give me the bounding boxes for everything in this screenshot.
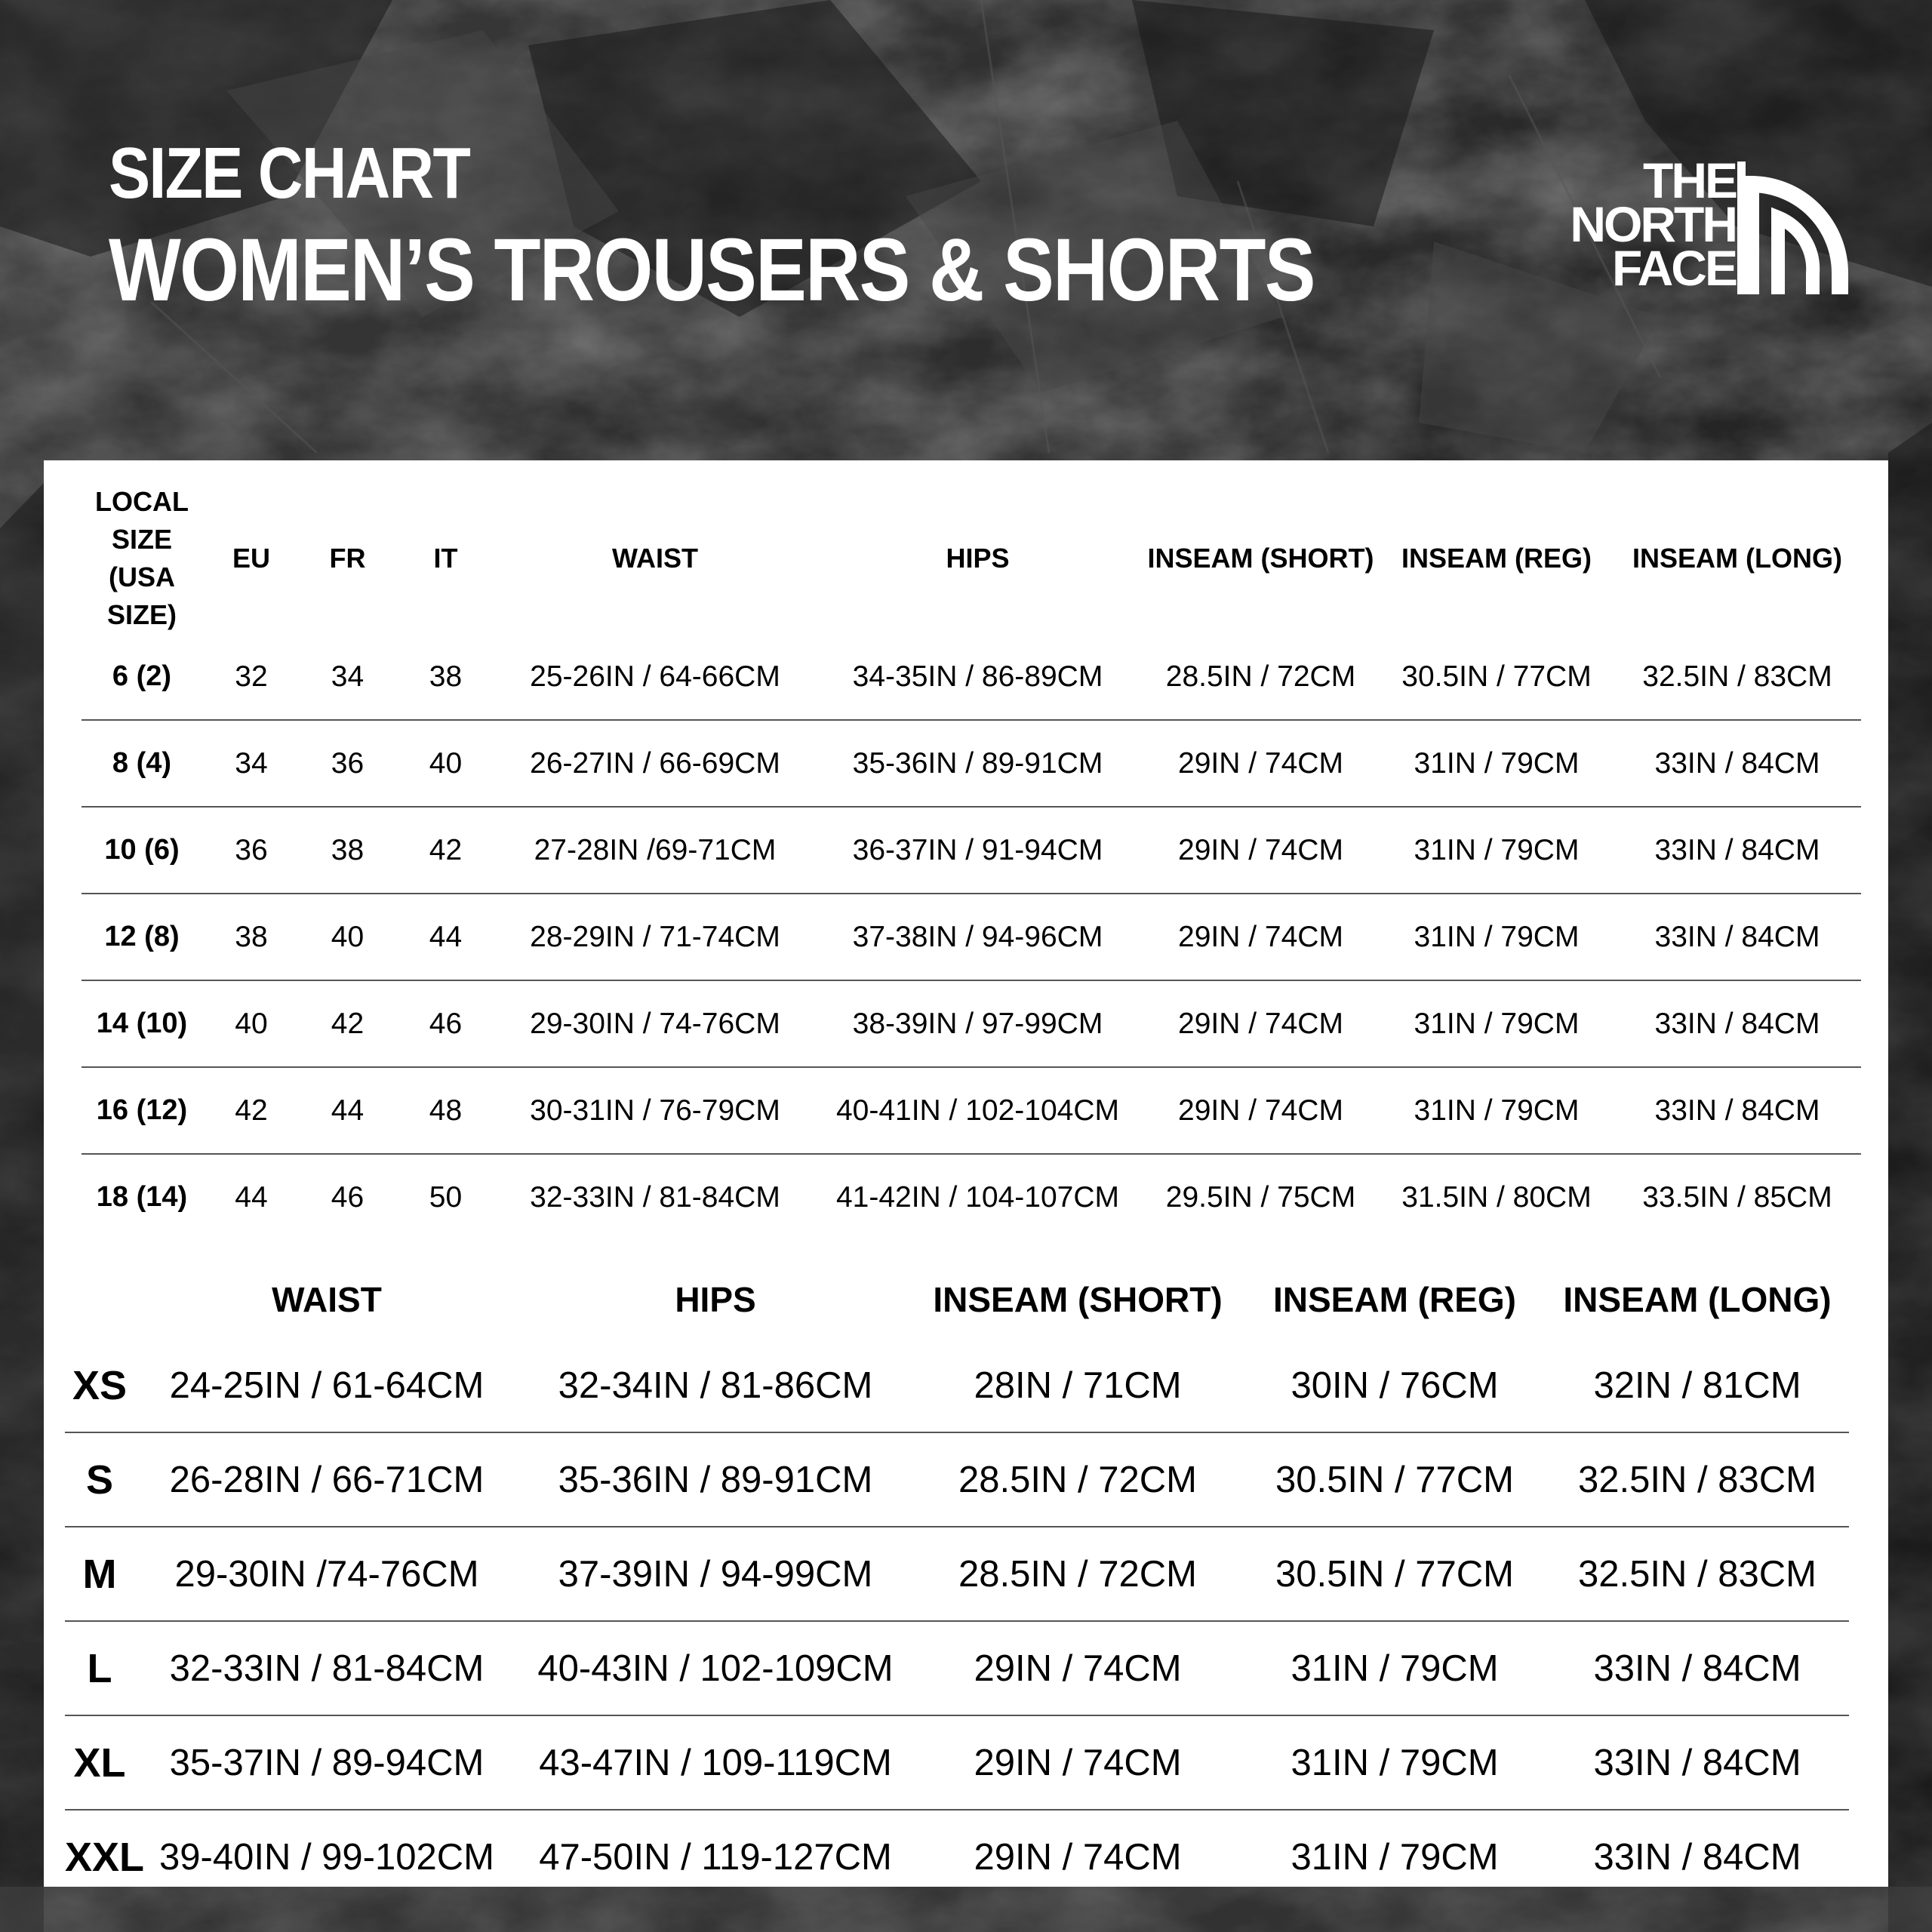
table-row bbox=[82, 634, 1861, 720]
measurement-cell: 31IN / 79CM bbox=[1244, 1715, 1546, 1810]
size-label-cell: S bbox=[65, 1432, 134, 1527]
measurement-cell: 32 bbox=[202, 634, 300, 720]
product-category-title: WOMEN’S TROUSERS & SHORTS bbox=[109, 220, 1315, 320]
measurement-cell: 40 bbox=[395, 720, 497, 807]
measurement-cell: 44 bbox=[235, 1180, 268, 1214]
measurement-cell: 33.5IN / 85CM bbox=[1642, 1180, 1832, 1214]
measurement-cell: 29IN / 74CM bbox=[1142, 894, 1380, 980]
measurement-cell: 36 bbox=[202, 807, 300, 894]
measurement-cell: 44 bbox=[300, 1067, 395, 1154]
size-label-cell: 6 (2) bbox=[82, 634, 202, 720]
measurement-cell: 44 bbox=[395, 894, 497, 980]
measurement-cell: 31IN / 79CM bbox=[1380, 720, 1614, 807]
measurement-cell: 28.5IN / 72CM bbox=[912, 1527, 1244, 1621]
measurement-cell: 31IN / 79CM bbox=[1380, 807, 1614, 894]
header-inseam-reg: INSEAM (REG) bbox=[1401, 543, 1592, 574]
measurement-cell: 30IN / 76CM bbox=[1244, 1339, 1546, 1432]
table-row bbox=[65, 1810, 1849, 1903]
measurement-cell: 50 bbox=[429, 1180, 463, 1214]
measurement-cell: 29IN / 74CM bbox=[974, 1836, 1182, 1878]
measurement-cell: 37-38IN / 94-96CM bbox=[814, 894, 1142, 980]
measurement-cell: 40-41IN / 102-104CM bbox=[814, 1067, 1142, 1154]
measurement-cell: 37-39IN / 94-99CM bbox=[519, 1527, 912, 1621]
table-row bbox=[65, 1432, 1849, 1527]
table-row bbox=[65, 1527, 1849, 1621]
measurement-cell: 40-43IN / 102-109CM bbox=[519, 1621, 912, 1715]
measurement-cell: 29IN / 74CM bbox=[1142, 1067, 1380, 1154]
measurement-cell: 33IN / 84CM bbox=[1614, 1067, 1861, 1154]
measurement-cell: 35-36IN / 89-91CM bbox=[814, 720, 1142, 807]
size-label-cell: M bbox=[65, 1527, 134, 1621]
numeric-table-header-row bbox=[82, 483, 1861, 634]
measurement-cell: 48 bbox=[395, 1067, 497, 1154]
measurement-cell: 47-50IN / 119-127CM bbox=[539, 1836, 892, 1878]
measurement-cell: 28-29IN / 71-74CM bbox=[497, 894, 814, 980]
measurement-cell: 42 bbox=[202, 1067, 300, 1154]
measurement-cell: 26-28IN / 66-71CM bbox=[134, 1432, 519, 1527]
measurement-cell: 29IN / 74CM bbox=[1142, 980, 1380, 1067]
measurement-cell: 43-47IN / 109-119CM bbox=[519, 1715, 912, 1810]
header-inseam-short: INSEAM (SHORT) bbox=[1147, 543, 1374, 574]
measurement-cell: 33IN / 84CM bbox=[1614, 720, 1861, 807]
header-waist: WAIST bbox=[272, 1280, 382, 1319]
measurement-cell: 32.5IN / 83CM bbox=[1614, 634, 1861, 720]
size-label-cell: L bbox=[65, 1621, 134, 1715]
measurement-cell: 32-34IN / 81-86CM bbox=[519, 1339, 912, 1432]
measurement-cell: 28IN / 71CM bbox=[912, 1339, 1244, 1432]
table-row bbox=[65, 1621, 1849, 1715]
measurement-cell: 32.5IN / 83CM bbox=[1546, 1432, 1849, 1527]
measurement-cell: 31IN / 79CM bbox=[1380, 894, 1614, 980]
measurement-cell: 31IN / 79CM bbox=[1380, 980, 1614, 1067]
measurement-cell: 28.5IN / 72CM bbox=[912, 1432, 1244, 1527]
measurement-cell: 29IN / 74CM bbox=[1142, 807, 1380, 894]
measurement-cell: 38-39IN / 97-99CM bbox=[814, 980, 1142, 1067]
measurement-cell: 27-28IN /69-71CM bbox=[497, 807, 814, 894]
size-label-cell: 12 (8) bbox=[82, 894, 202, 980]
measurement-cell: 33IN / 84CM bbox=[1614, 894, 1861, 980]
logo-line-face: FACE bbox=[1611, 240, 1736, 296]
measurement-cell: 33IN / 84CM bbox=[1593, 1836, 1801, 1878]
measurement-cell: 31IN / 79CM bbox=[1244, 1621, 1546, 1715]
measurement-cell: 30.5IN / 77CM bbox=[1380, 634, 1614, 720]
measurement-cell: 46 bbox=[395, 980, 497, 1067]
size-label-cell: XL bbox=[65, 1715, 134, 1810]
measurement-cell: 42 bbox=[300, 980, 395, 1067]
measurement-cell: 32-33IN / 81-84CM bbox=[134, 1621, 519, 1715]
measurement-cell: 36 bbox=[300, 720, 395, 807]
header-local-size-line2: (USA SIZE) bbox=[106, 561, 177, 630]
measurement-cell: 34 bbox=[300, 634, 395, 720]
table-row bbox=[65, 1339, 1849, 1432]
measurement-cell: 28.5IN / 72CM bbox=[1142, 634, 1380, 720]
header-local-size bbox=[82, 483, 202, 634]
measurement-cell: 29.5IN / 75CM bbox=[1165, 1180, 1356, 1214]
measurement-cell: 36-37IN / 91-94CM bbox=[814, 807, 1142, 894]
measurement-cell: 29IN / 74CM bbox=[1142, 720, 1380, 807]
measurement-cell: 31.5IN / 80CM bbox=[1401, 1180, 1592, 1214]
measurement-cell: 39-40IN / 99-102CM bbox=[159, 1836, 494, 1878]
measurement-cell: 30.5IN / 77CM bbox=[1244, 1432, 1546, 1527]
measurement-cell: 33IN / 84CM bbox=[1614, 980, 1861, 1067]
header-local-size-line1: LOCAL SIZE bbox=[95, 486, 189, 555]
measurement-cell: 46 bbox=[331, 1180, 365, 1214]
header-fr: FR bbox=[329, 543, 366, 574]
measurement-cell: 32IN / 81CM bbox=[1546, 1339, 1849, 1432]
measurement-cell: 31IN / 79CM bbox=[1380, 1067, 1614, 1154]
title-block bbox=[109, 133, 1511, 320]
table-row bbox=[82, 807, 1861, 894]
measurement-cell: 38 bbox=[300, 807, 395, 894]
header-inseam-long: INSEAM (LONG) bbox=[1563, 1280, 1832, 1319]
size-label-cell: 16 (12) bbox=[82, 1067, 202, 1154]
measurement-cell: 29-30IN / 74-76CM bbox=[497, 980, 814, 1067]
letter-size-table bbox=[65, 1260, 1849, 1903]
measurement-cell: 30.5IN / 77CM bbox=[1244, 1527, 1546, 1621]
size-label-cell: 14 (10) bbox=[82, 980, 202, 1067]
table-row bbox=[82, 980, 1861, 1067]
header-inseam-reg: INSEAM (REG) bbox=[1273, 1280, 1516, 1319]
measurement-cell: 33IN / 84CM bbox=[1546, 1621, 1849, 1715]
measurement-cell: 38 bbox=[202, 894, 300, 980]
measurement-cell: 41-42IN / 104-107CM bbox=[835, 1180, 1120, 1214]
header-inseam-short: INSEAM (SHORT) bbox=[933, 1280, 1223, 1319]
header-hips: HIPS bbox=[946, 543, 1010, 574]
size-label-cell: XXL bbox=[65, 1834, 145, 1880]
size-label-cell: XS bbox=[65, 1339, 134, 1432]
measurement-cell: 30-31IN / 76-79CM bbox=[497, 1067, 814, 1154]
measurement-cell: 34 bbox=[202, 720, 300, 807]
measurement-cell: 29IN / 74CM bbox=[912, 1621, 1244, 1715]
header-it: IT bbox=[433, 543, 458, 574]
measurement-cell: 29IN / 74CM bbox=[912, 1715, 1244, 1810]
half-dome-logo-icon bbox=[1737, 162, 1849, 294]
size-label-cell: 18 (14) bbox=[96, 1181, 188, 1213]
measurement-cell: 26-27IN / 66-69CM bbox=[497, 720, 814, 807]
header-inseam-long: INSEAM (LONG) bbox=[1632, 543, 1842, 574]
header-hips: HIPS bbox=[675, 1280, 756, 1319]
measurement-cell: 40 bbox=[202, 980, 300, 1067]
table-row bbox=[82, 1154, 1861, 1240]
letter-table-header-row bbox=[65, 1260, 1849, 1339]
measurement-cell: 32-33IN / 81-84CM bbox=[530, 1180, 780, 1214]
size-label-cell: 8 (4) bbox=[82, 720, 202, 807]
measurement-cell: 33IN / 84CM bbox=[1546, 1715, 1849, 1810]
measurement-cell: 40 bbox=[300, 894, 395, 980]
measurement-cell: 25-26IN / 64-66CM bbox=[497, 634, 814, 720]
measurement-cell: 33IN / 84CM bbox=[1614, 807, 1861, 894]
measurement-cell: 35-37IN / 89-94CM bbox=[134, 1715, 519, 1810]
measurement-cell: 38 bbox=[395, 634, 497, 720]
the-north-face-logo bbox=[1547, 152, 1849, 298]
measurement-cell: 32.5IN / 83CM bbox=[1546, 1527, 1849, 1621]
table-row bbox=[65, 1715, 1849, 1810]
measurement-cell: 31IN / 79CM bbox=[1291, 1836, 1499, 1878]
numeric-size-table bbox=[82, 483, 1861, 1240]
measurement-cell: 35-36IN / 89-91CM bbox=[519, 1432, 912, 1527]
table-row bbox=[82, 720, 1861, 807]
measurement-cell: 29-30IN /74-76CM bbox=[134, 1527, 519, 1621]
header-waist: WAIST bbox=[612, 543, 698, 574]
table-row bbox=[82, 1067, 1861, 1154]
header-size-blank bbox=[65, 1260, 134, 1339]
size-label-cell: 10 (6) bbox=[82, 807, 202, 894]
size-chart-title: SIZE CHART bbox=[109, 133, 470, 214]
measurement-cell: 42 bbox=[395, 807, 497, 894]
table-row bbox=[82, 894, 1861, 980]
measurement-cell: 34-35IN / 86-89CM bbox=[814, 634, 1142, 720]
size-chart-panel bbox=[44, 460, 1888, 1887]
header-eu: EU bbox=[232, 543, 270, 574]
measurement-cell: 24-25IN / 61-64CM bbox=[134, 1339, 519, 1432]
logo-line-the: THE bbox=[1643, 152, 1736, 208]
logo-line-north: NORTH bbox=[1570, 196, 1736, 252]
